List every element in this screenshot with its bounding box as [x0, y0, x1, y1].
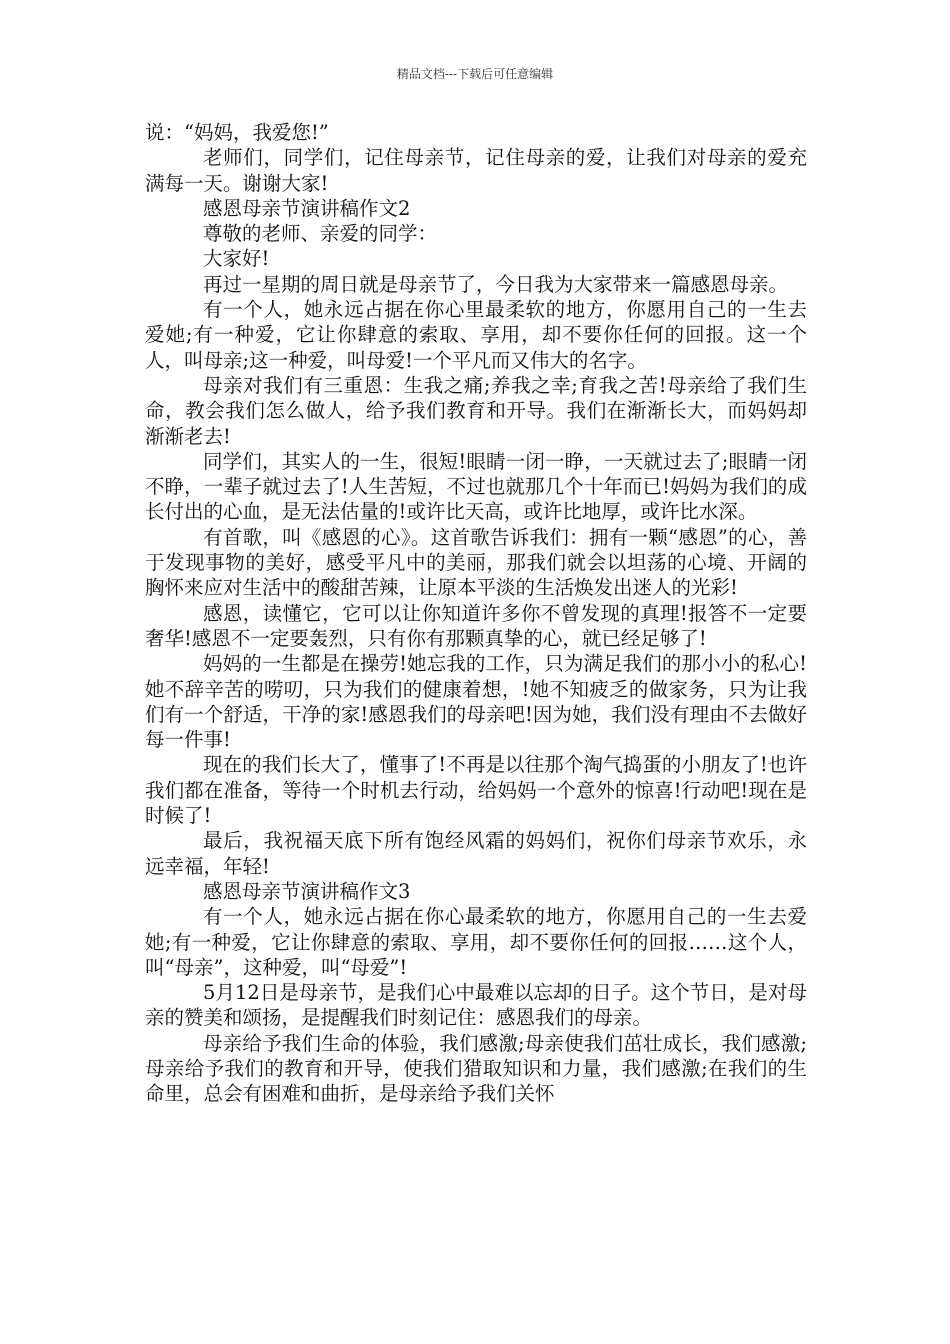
paragraph: 母亲对我们有三重恩：生我之痛;养我之幸;育我之苦!母亲给了我们生命，教会我们怎么做人，给予我们教育和开导。我们在渐渐长大，而妈妈却渐渐老去! [145, 373, 807, 448]
paragraph: 感恩，读懂它，它可以让你知道许多你不曾发现的真理!报答不一定要奢华!感恩不一定要轰烈，只有你有那颗真挚的心，就已经足够了! [145, 601, 807, 650]
paragraph: 现在的我们长大了，懂事了!不再是以往那个淘气捣蛋的小朋友了!也许我们都在准备，等待一个时机去行动，给妈妈一个意外的惊喜!行动吧!现在是时候了! [145, 753, 807, 828]
paragraph: 再过一星期的周日就是母亲节了，今日我为大家带来一篇感恩母亲。 [203, 272, 789, 296]
paragraph: 说：“妈妈，我爱您!” [145, 121, 329, 144]
paragraph: 老师们，同学们，记住母亲节，记住母亲的爱，让我们对母亲的爱充满每一天。谢谢大家! [145, 146, 807, 195]
greeting: 大家好! [203, 247, 270, 271]
salutation: 尊敬的老师、亲爱的同学： [203, 222, 438, 246]
paragraph: 有一个人，她永远占据在你心里最柔软的地方，你愿用自己的一生去爱她;有一种爱，它让你肆意的索取、享用，却不要你任何的回报。这一个人，叫母亲;这一种爱，叫母爱!一个平凡而又伟大的名字。 [145, 298, 807, 372]
paragraph: 妈妈的一生都是在操劳!她忘我的工作，只为满足我们的那小小的私心!她不辞辛苦的唠叨，只为我们的健康着想，!她不知疲乏的做家务，只为让我们有一个舒适，干净的家!感恩我们的母亲吧!因为她，我们没有理由不去做好每一件事! [145, 652, 807, 752]
section-heading: 感恩母亲节演讲稿作文2 [203, 196, 411, 220]
paragraph: 5月12日是母亲节，是我们心中最难以忘却的日子。这个节日，是对母亲的赞美和颂扬，是提醒我们时刻记住：感恩我们的母亲。 [145, 981, 807, 1030]
paragraph: 最后，我祝福天底下所有饱经风霜的妈妈们，祝你们母亲节欢乐，永远幸福，年轻! [145, 829, 807, 878]
document-body [145, 120, 807, 1107]
paragraph: 同学们，其实人的一生，很短!眼睛一闭一睁，一天就过去了;眼睛一闭不睁，一辈子就过去了!人生苦短，不过也就那几个十年而已!妈妈为我们的成长付出的心血，是无法估量的!或许比天高，或许比地厚，或许比水深。 [145, 449, 807, 524]
paragraph: 母亲给予我们生命的体验，我们感激;母亲使我们茁壮成长，我们感激;母亲给予我们的教育和开导，使我们猎取知识和力量，我们感激;在我们的生命里，总会有困难和曲折，是母亲给予我们关怀 [145, 1031, 807, 1106]
paragraph: 有一个人，她永远占据在你心最柔软的地方，你愿用自己的一生去爱她;有一种爱，它让你肆意的索取、享用，却不要你任何的回报……这个人，叫“母亲”，这种爱，叫“母爱”! [145, 905, 807, 979]
section-heading: 感恩母亲节演讲稿作文3 [203, 879, 411, 903]
paragraph: 有首歌，叫《感恩的心》。这首歌告诉我们：拥有一颗“感恩”的心，善于发现事物的美好，感受平凡中的美丽，那我们就会以坦荡的心境、开阔的胸怀来应对生活中的酸甜苦辣，让原本平淡的生活焕发出迷人的光彩! [145, 525, 807, 600]
page-header: 精品文档---下载后可任意编辑 [396, 67, 554, 81]
